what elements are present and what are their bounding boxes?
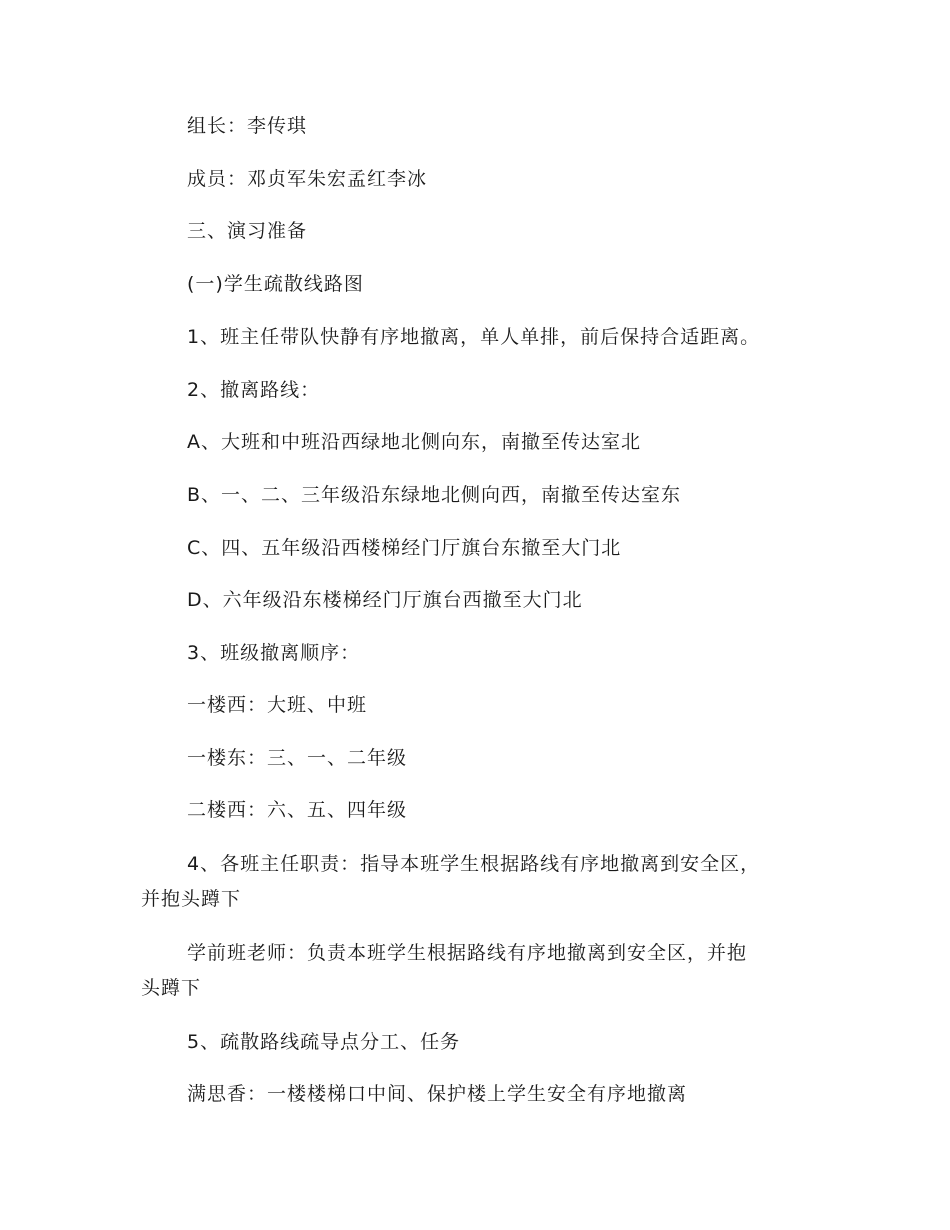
- route-b-line: B、一、二、三年级沿东绿地北侧向西，南撤至传达室东: [187, 484, 682, 506]
- section-heading-drill-prep: 三、演习准备: [187, 220, 308, 242]
- preschool-teacher-line: 学前班老师：负责本班学生根据路线有序地撤离到安全区，并抱: [187, 942, 748, 964]
- route-a-line: A、大班和中班沿西绿地北侧向东，南撤至传达室北: [187, 431, 641, 453]
- subsection-heading-evacuation-map: (一)学生疏散线路图: [187, 273, 364, 295]
- route-c-line: C、四、五年级沿西楼梯经门厅旗台东撤至大门北: [187, 537, 622, 559]
- item-1-line: 1、班主任带队快静有序地撤离，单人单排，前后保持合适距离。: [187, 326, 761, 348]
- floor1-west-line: 一楼西：大班、中班: [187, 694, 368, 716]
- item-4-continuation: 并抱头蹲下: [141, 888, 242, 910]
- staff-assignment-line: 满思香：一楼楼梯口中间、保护楼上学生安全有序地撤离: [187, 1083, 688, 1105]
- item-4-line: 4、各班主任职责：指导本班学生根据路线有序地撤离到安全区，: [187, 853, 761, 875]
- team-members-line: 成员：邓贞军朱宏孟红李冰: [187, 168, 428, 190]
- item-2-line: 2、撤离路线：: [187, 379, 321, 401]
- team-leader-line: 组长：李传琪: [187, 115, 308, 137]
- preschool-teacher-continuation: 头蹲下: [141, 977, 202, 999]
- item-3-line: 3、班级撤离顺序：: [187, 642, 361, 664]
- floor1-east-line: 一楼东：三、一、二年级: [187, 747, 408, 769]
- item-5-line: 5、疏散路线疏导点分工、任务: [187, 1031, 461, 1053]
- floor2-west-line: 二楼西：六、五、四年级: [187, 799, 408, 821]
- route-d-line: D、六年级沿东楼梯经门厅旗台西撤至大门北: [187, 589, 583, 611]
